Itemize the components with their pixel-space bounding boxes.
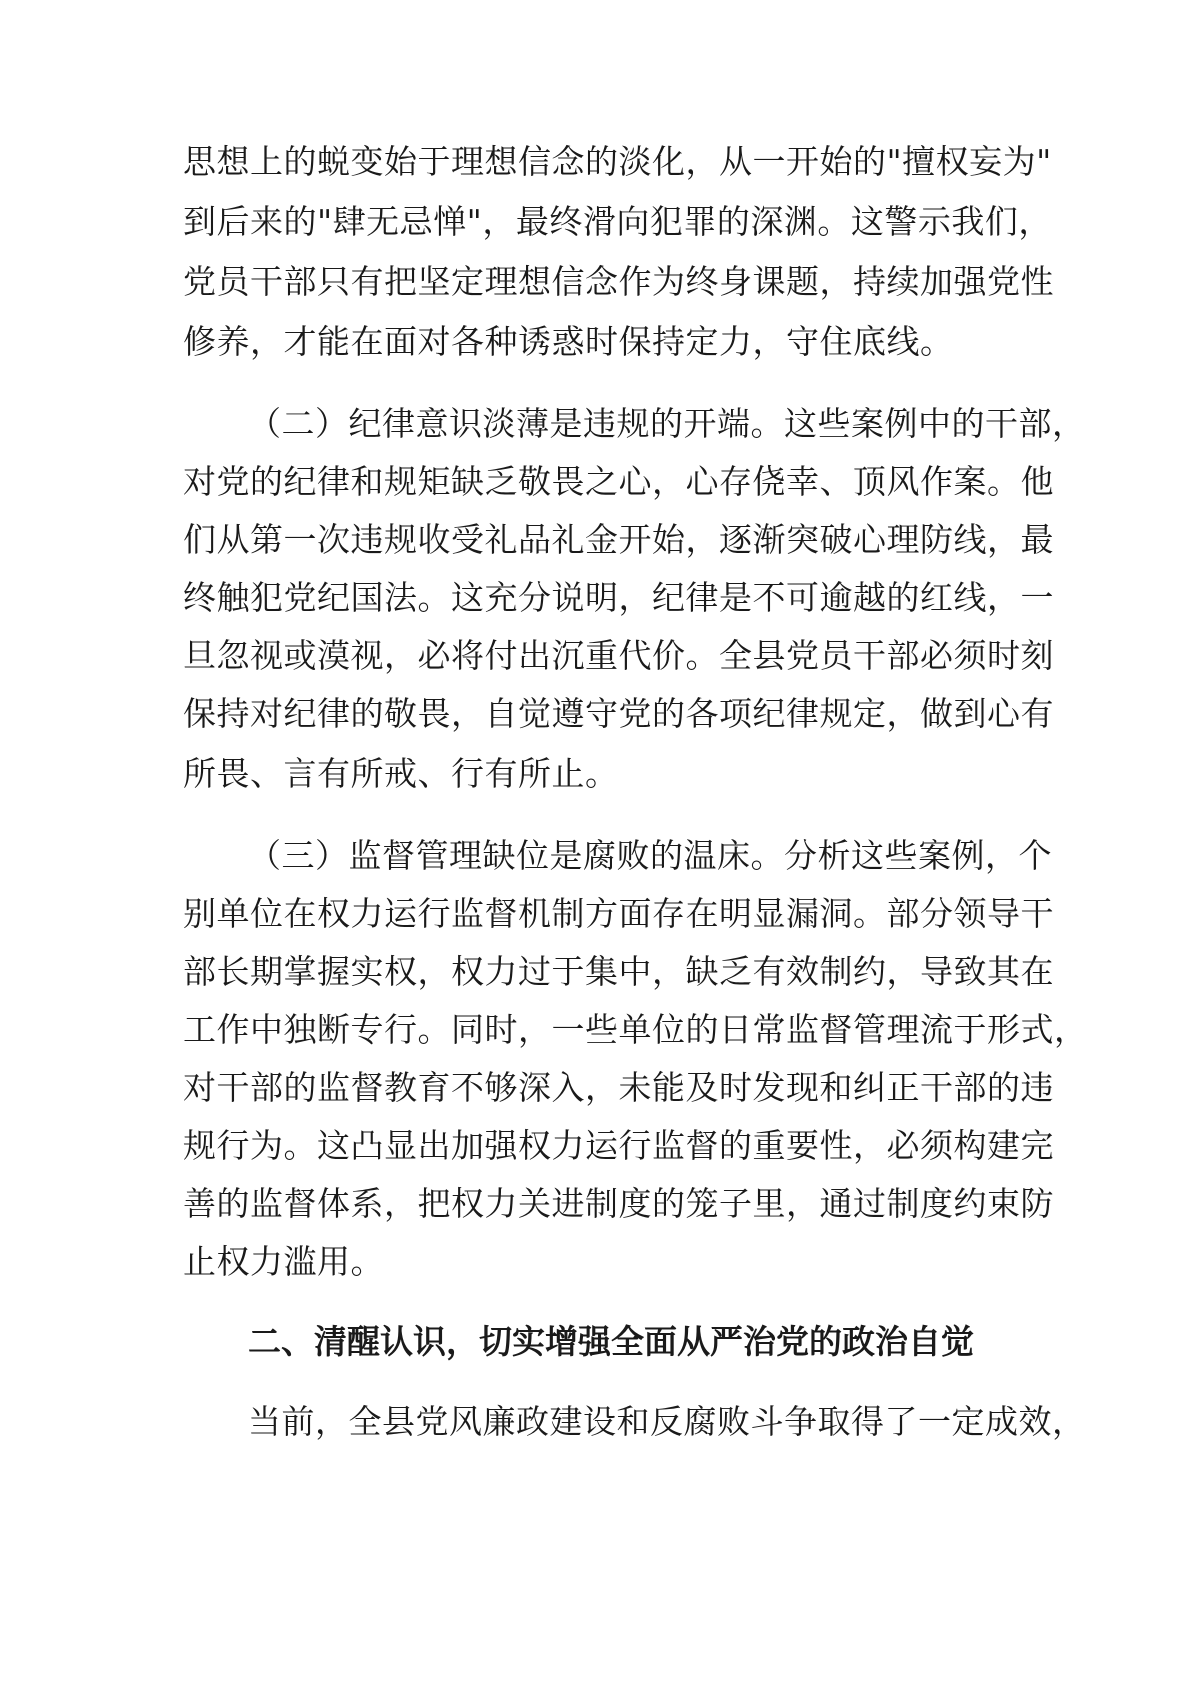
paragraph-line: 修养，才能在面对各种诱惑时保持定力，守住底线。 <box>183 322 954 361</box>
paragraph-line: （二）纪律意识淡薄是违规的开端。这些案例中的干部， <box>248 404 1086 443</box>
paragraph-line: 别单位在权力运行监督机制方面存在明显漏洞。部分领导干 <box>183 894 1054 933</box>
paragraph-line: 止权力滥用。 <box>183 1242 384 1281</box>
paragraph-line: 规行为。这凸显出加强权力运行监督的重要性，必须构建完 <box>183 1126 1054 1165</box>
paragraph-line: 所畏、言有所戒、行有所止。 <box>183 754 619 793</box>
paragraph-line: （三）监督管理缺位是腐败的温床。分析这些案例，个 <box>248 836 1052 875</box>
paragraph-line: 党员干部只有把坚定理想信念作为终身课题，持续加强党性 <box>183 262 1054 301</box>
paragraph-line: 思想上的蜕变始于理想信念的淡化，从一开始的"擅权妄为" <box>183 142 1052 181</box>
paragraph-line: 部长期掌握实权，权力过于集中，缺乏有效制约，导致其在 <box>183 952 1054 991</box>
section-heading: 二、清醒认识，切实增强全面从严治党的政治自觉 <box>248 1322 974 1361</box>
paragraph-line: 到后来的"肆无忌惮"，最终滑向犯罪的深渊。这警示我们， <box>183 202 1052 241</box>
paragraph-line: 善的监督体系，把权力关进制度的笼子里，通过制度约束防 <box>183 1184 1054 1223</box>
paragraph-line: 保持对纪律的敬畏，自觉遵守党的各项纪律规定，做到心有 <box>183 694 1054 733</box>
paragraph-line: 们从第一次违规收受礼品礼金开始，逐渐突破心理防线，最 <box>183 520 1054 559</box>
paragraph-line: 对党的纪律和规矩缺乏敬畏之心，心存侥幸、顶风作案。他 <box>183 462 1054 501</box>
paragraph-line: 工作中独断专行。同时，一些单位的日常监督管理流于形式， <box>183 1010 1088 1049</box>
paragraph-line: 对干部的监督教育不够深入，未能及时发现和纠正干部的违 <box>183 1068 1054 1107</box>
paragraph-line: 终触犯党纪国法。这充分说明，纪律是不可逾越的红线，一 <box>183 578 1054 617</box>
paragraph-line: 旦忽视或漠视，必将付出沉重代价。全县党员干部必须时刻 <box>183 636 1054 675</box>
paragraph-line: 当前，全县党风廉政建设和反腐败斗争取得了一定成效， <box>248 1402 1086 1441</box>
